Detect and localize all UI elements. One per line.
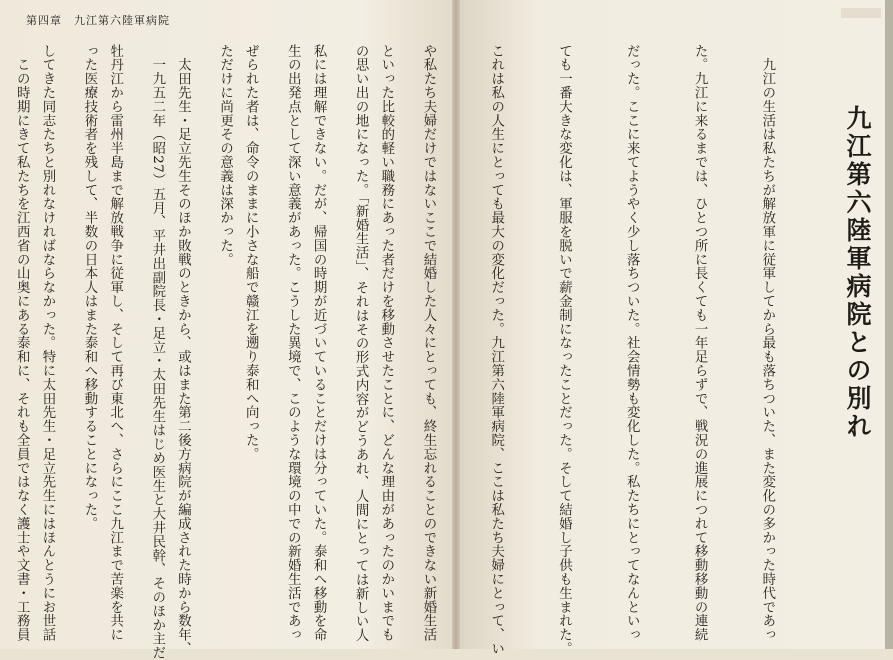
text-line: 太田先生・足立先生そのほか敗戦のときから、或はまた第二後方病院が編成された時から数年、 (175, 44, 191, 656)
text-line: してきた同志たちと別れなければならなかった。特に太田先生・足立先生にはほんとうにお世話 (39, 44, 55, 642)
text-line: ても一番大きな変化は、軍服を脱いで薪金制になったことだった。そして結婚し子供も生まれた。 (556, 44, 572, 656)
faded-header-mark (841, 8, 881, 18)
text-line: だった。ここに来てようやく少し落ちついた。社会情勢も変化した。私たちにとってなんといっ (624, 44, 640, 642)
text-line: や私たち夫婦だけではないここで結婚した人々にとっても、終生忘れることのできない新婚生活 (420, 44, 436, 642)
text-line: これは私の人生にとっても最大の変化だった。九江第六陸軍病院、ここは私たち夫婦にとって、い (488, 44, 504, 656)
text-line: この時期にきて私たちを江西省の山奥にある泰和に、それも全員ではなく護士や文書・工務員 (14, 44, 30, 642)
text-line: った医療技術者を残して、半数の日本人はまた泰和へ移動することになった。 (82, 44, 97, 531)
text-line: 牡丹江から雷州半島まで解放戦争に従軍し、そして再び東北へ、さらにここ九江まで苦楽を共に (107, 44, 123, 642)
running-head: 第四章 九江第六陸軍病院 (26, 14, 170, 27)
text-line: といった比較的軽い職務にあった者だけを移動させたことに、どんな理由があったのかいまでも (378, 44, 394, 642)
text-line: 私には理解できない。だが、帰国の時期が近づいていることだけは分っていた。泰和へ移動を命 (311, 44, 327, 642)
text-line: 九江の生活は私たちが解放軍に従軍してから最も落ちついた、また変化の多かった時代であっ (759, 44, 775, 642)
text-line: 一九五二年（昭27）五月、平井出副院長・足立・太田先生はじめ医生と大井民幹、そのほか主だ (149, 44, 165, 660)
text-line: の思い出の地になった。「新婚生活」、それはその形式内容がどうあれ、人間にとっては新しい人 (353, 44, 369, 643)
text-line: 生の出発点として深い意義があった。こうした異境で、このような環境の中での新婚生活であっ (285, 44, 301, 642)
chapter-title: 九江第六陸軍病院との別れ (843, 105, 872, 441)
right-page-body (0, 44, 823, 660)
text-line: た。九江に来るまでは、ひとつ所に長くても一年足らずで、戦況の進展につれて移動移動の連続 (692, 44, 708, 642)
page-edge (885, 0, 893, 649)
text-line: ぜられた者は、命令のままに小さな船で赣江を遡り泰和へ向った。 (243, 44, 259, 461)
text-line: ただけに尚更その意義は深かった。 (217, 44, 233, 267)
